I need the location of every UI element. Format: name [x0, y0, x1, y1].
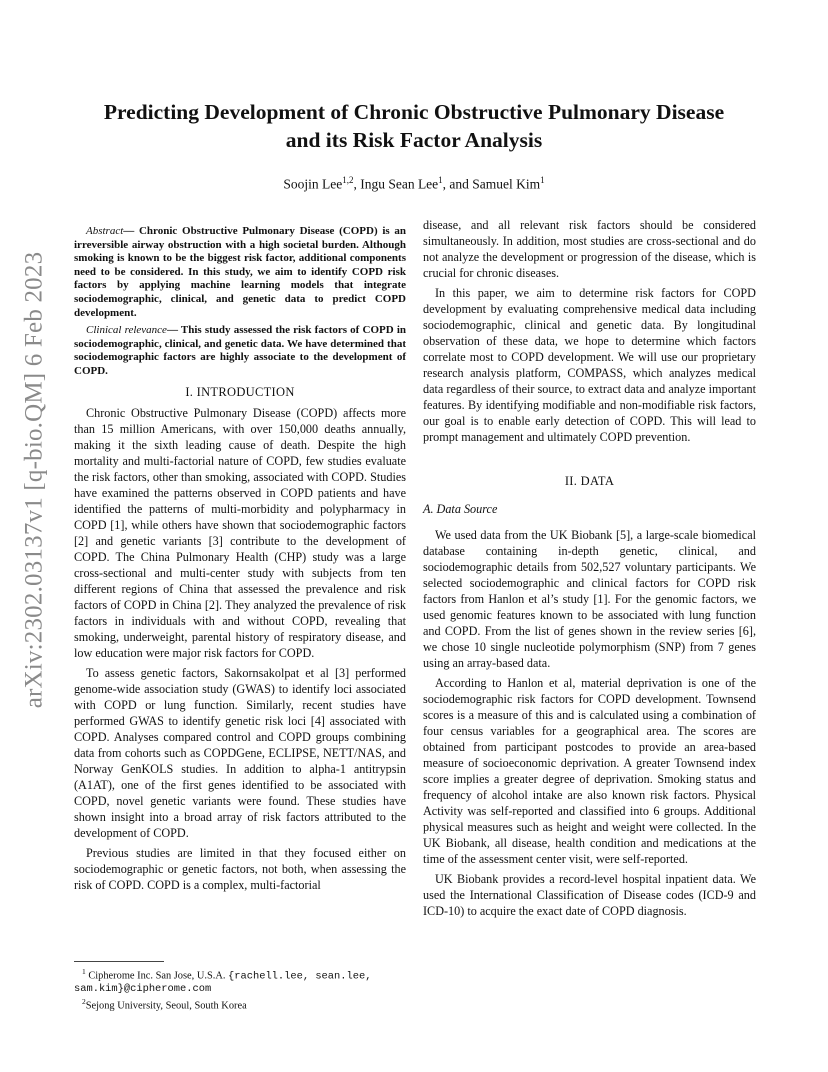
abstract — [74, 225, 406, 320]
author-3: , and Samuel Kim — [442, 176, 541, 192]
intro-paragraph-2: To assess genetic factors, Sakornsakolpat et al [3] performed genome-wide association study (GWAS) to identify loci associated with COPD or lung function. Similarly, recent studies have performed GWAS to identify genetic risk loci [4] associated with COPD. Analyses compared control and COPD groups combining data from cohorts such as COPDGene, ECLIPSE, NETT/NAS, and Norway GenKOLS studies. In addition to alpha-1 antitrypsin (A1AT), one of the first genes identified to be associated with COPD, novel genetic variants were found. These studies have shown insight into a broad array of risk factors attributed to the development of COPD. — [74, 665, 406, 840]
section-heading-data: II. DATA — [564, 474, 615, 488]
author-2: , Ingu Sean Lee — [353, 176, 439, 192]
intro-paragraph-3: Previous studies are limited in that they focused either on sociodemographic or genetic factors, not both, when assessing the risk of COPD. COPD is a complex, multi-factorial — [74, 845, 406, 892]
left-column — [74, 225, 406, 897]
title-line-1: Predicting Development of Chronic Obstructive Pulmonary Disease — [103, 100, 725, 124]
data-paragraph-1: We used data from the UK Biobank [5], a large-scale biomedical database containing in-depth genetic, clinical, and sociodemographic details from 502,527 voluntary participants. We selected sociodemographic and clinical factors for COPD risk factors from Hanlon et al’s study [1]. For the genomic factors, we used genomic features known to be associated with lung function and COPD. From the list of genes shown in the review series [6], we chose 10 single nucleotide polymorphism (SNP) from 7 genes using an array-based data. — [423, 528, 756, 670]
footnotes — [74, 961, 406, 1013]
footnote-2 — [74, 996, 406, 1013]
author-1: Soojin Lee — [283, 176, 343, 192]
footnote-1-text: Cipherome Inc. San Jose, U.S.A. — [85, 970, 229, 982]
subsection-heading-data-source: A. Data Source — [423, 502, 498, 516]
footnote-1-mark: 1 — [82, 967, 86, 976]
clinical-relevance-lead: Clinical relevance — [86, 324, 167, 337]
arxiv-identifier-stamp — [12, 251, 56, 709]
abstract-text: — Chronic Obstructive Pulmonary Disease (COPD) is an irreversible airway obstruction with a high societal burden. Although smoking is known to be the biggest risk factor, additional components need to be considered. In this study, we aim to identify COPD risk factors by applying machine learning models that integrate sociodemographic, clinical, and genetic data to predict COPD development. — [74, 225, 406, 319]
section-heading-introduction: I. INTRODUCTION — [185, 384, 295, 399]
data-paragraph-2: According to Hanlon et al, material deprivation is one of the sociodemographic risk factors for COPD development. Townsend scores is a measure of this and is calculated using a combination of four census variables for a geographical area. The scores are obtained from participant postcodes to provide an area-based measure of socioeconomic deprivation. A greater Townsend index score implies a greater degree of deprivation. Smoking status and frequency of alcohol intake are also known risk factors. Physical Activity was self-reported and classified into 6 groups. Additional physical measures such as height and weight were collected. In the UK Biobank, all disease, health condition and medications at the time of the assessment center visit, were self-reported. — [423, 676, 756, 866]
intro-paragraph-3-continued: disease, and all relevant risk factors should be considered simultaneously. In addition, most studies are cross-sectional and do not analyze the development or progression of the disease, which is crucial for chronic diseases. — [423, 218, 756, 280]
footnote-rule — [74, 961, 164, 962]
footnote-1 — [74, 966, 406, 996]
arxiv-id-text: arXiv:2302.03137v1 [q-bio.QM] 6 Feb 2023 — [20, 251, 48, 709]
author-list — [70, 175, 758, 193]
clinical-relevance-text: — This study assessed the risk factors of COPD in sociodemographic, clinical, and genetic data. We have determined that sociodemographic factors are highly associate to the development of COPD. — [74, 324, 406, 377]
intro-paragraph-4: In this paper, we aim to determine risk factors for COPD development by evaluating comprehensive medical data including sociodemographic, clinical and genetic data. By longitudinal observation of these data, we hope to determine which factors correlate most to COPD development. We will use our proprietary research analysis platform, COMPASS, which analyzes medical data regardless of their source, to extract data and analyze important features. By identifying modifiable and non-modifiable risk factors, our goal is to enable early detection of COPD. This will lead to prompt management and ultimately COPD prevention. — [423, 286, 756, 444]
footnote-2-mark: 2 — [82, 997, 86, 1007]
right-column — [423, 217, 756, 923]
paper-title — [70, 98, 758, 154]
author-2-affiliation: 1 — [438, 175, 443, 185]
author-1-affiliation: 1,2 — [342, 175, 354, 185]
data-paragraph-3: UK Biobank provides a record-level hospital inpatient data. We used the International Classification of Disease codes (ICD-9 and ICD-10) to acquire the exact date of COPD diagnosis. — [423, 872, 756, 918]
author-3-affiliation: 1 — [540, 175, 545, 185]
title-line-2: and its Risk Factor Analysis — [285, 128, 543, 152]
intro-paragraph-1: Chronic Obstructive Pulmonary Disease (COPD) affects more than 15 million Americans, with over 150,000 deaths annually, making it the sixth leading cause of death. Despite the high mortality and multi-factorial nature of COPD, few studies evaluate the risk factors, other than smoking, associated with COPD. Studies have examined the patterns observed in COPD patients and have identified the patterns of multi-morbidity and polypharmacy in COPD [1], while others have shown that sociodemographic factors [2] and genetic variants [3] contribute to the development of COPD. The China Pulmonary Health (CHP) study was a large cross-sectional and multi-center study with subjects from ten different regions of China that assessed the prevalence and risk factors of COPD in China [2]. They analyzed the prevalence of risk factors in individuals with and without COPD, revealing that smoking, underweight, parental history of respiratory disease, and low education were major risk factors for COPD. — [74, 405, 406, 660]
clinical-relevance — [74, 324, 406, 378]
footnote-1-emails: {rachell.lee, sean.lee, sam.kim}@cipherome.com — [74, 970, 372, 996]
abstract-lead: Abstract — [86, 225, 124, 237]
footnote-2-text: Sejong University, Seoul, South Korea — [85, 1000, 247, 1012]
